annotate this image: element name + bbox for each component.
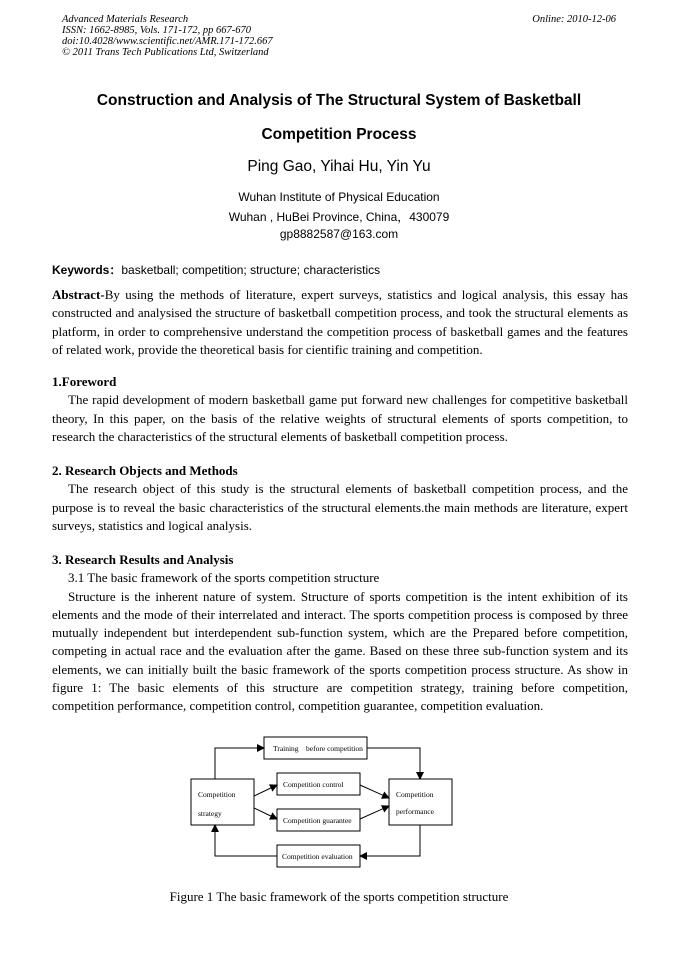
section-1-text: The rapid development of modern basketball game put forward new challenges for competitive basketball theory, In this paper, on the basis of the relative weights of structural elements of sports competition, to research the characteristics of the structural elements of basketball competition process. xyxy=(52,392,628,444)
section-2-heading: 2. Research Objects and Methods xyxy=(52,463,238,478)
figure-caption: Figure 1 The basic framework of the sports competition structure xyxy=(169,889,509,904)
label-guarantee: Competition guarantee xyxy=(283,816,352,825)
section-1-heading: 1.Foreword xyxy=(52,374,117,389)
arrow-guarantee-performance xyxy=(360,806,389,819)
label-performance-1: Competition xyxy=(396,790,434,799)
section-3-heading: 3. Research Results and Analysis xyxy=(52,552,234,567)
box-strategy xyxy=(191,779,254,825)
journal-name: Advanced Materials Research xyxy=(62,14,189,25)
arrow-strategy-control xyxy=(254,785,277,796)
abstract-text: By using the methods of literature, expert surveys, statistics and logical analysis, this essay has constructed and analysised the structure of basketball competition process, and took the structural elements as platform, in order to comprehensive understand the competition process of basketball games and the features of related work, provide the theoretical basis for cientific training and competition. xyxy=(52,287,628,357)
journal-doi: doi:10.4028/www.scientific.net/AMR.171-172.667 xyxy=(62,36,273,47)
section-2-text: The research object of this study is the structural elements of basketball competition process, and the purpose is to reveal the basic characteristics of the structural elements.the main methods are literature, expert surveys, statistics and logical analysis. xyxy=(52,481,628,533)
affiliation-line1: Wuhan Institute of Physical Education xyxy=(238,190,440,204)
arrow-strategy-training xyxy=(215,748,264,779)
affiliation-line2: Wuhan , HuBei Province, China，430079 xyxy=(228,210,450,224)
arrow-control-performance xyxy=(360,785,389,798)
label-training: Training before competition xyxy=(273,744,363,753)
paper-title-line1: Construction and Analysis of The Structural System of Basketball xyxy=(96,92,582,109)
abstract-label: Abstract- xyxy=(52,287,105,302)
journal-issn: ISSN: 1662-8985, Vols. 171-172, pp 667-670 xyxy=(62,25,251,36)
label-control: Competition control xyxy=(283,780,344,789)
online-date: Online: 2010-12-06 xyxy=(532,14,616,25)
box-performance xyxy=(389,779,452,825)
authors: Ping Gao, Yihai Hu, Yin Yu xyxy=(247,158,431,175)
journal-copyright: © 2011 Trans Tech Publications Ltd, Switzerland xyxy=(62,47,269,58)
arrow-evaluation-strategy xyxy=(215,825,277,856)
label-strategy-1: Competition xyxy=(198,790,236,799)
label-evaluation: Competition evaluation xyxy=(282,852,353,861)
arrow-performance-evaluation xyxy=(360,825,420,856)
arrow-strategy-guarantee xyxy=(254,808,277,819)
label-performance-2: performance xyxy=(396,807,434,816)
keywords-text: basketball; competition; structure; characteristics xyxy=(121,263,381,277)
keywords-label: Keywords： xyxy=(52,263,122,277)
label-strategy-2: strategy xyxy=(198,809,222,818)
section-3-subheading: 3.1 The basic framework of the sports competition structure xyxy=(68,570,380,586)
paper-title-line2: Competition Process xyxy=(261,126,417,143)
arrow-training-performance xyxy=(367,748,420,779)
section-3-text: Structure is the inherent nature of system. Structure of sports competition is the intent exhibition of its elements and the mode of their interrelated and interact. The sports competition process is composed by three mutually independent but interdependent sub-function system, which are the Prepared before competition, competing in actual race and the evaluation after the game. Based on these three sub-function system and its elements, we can initially built the basic framework of the sports competition process structure. As show in figure 1: The basic elements of this structure are competition strategy, training before competition, competition performance, competition control, competition guarantee, competition evaluation. xyxy=(52,588,628,714)
author-email: gp8882587@163.com xyxy=(279,227,399,241)
